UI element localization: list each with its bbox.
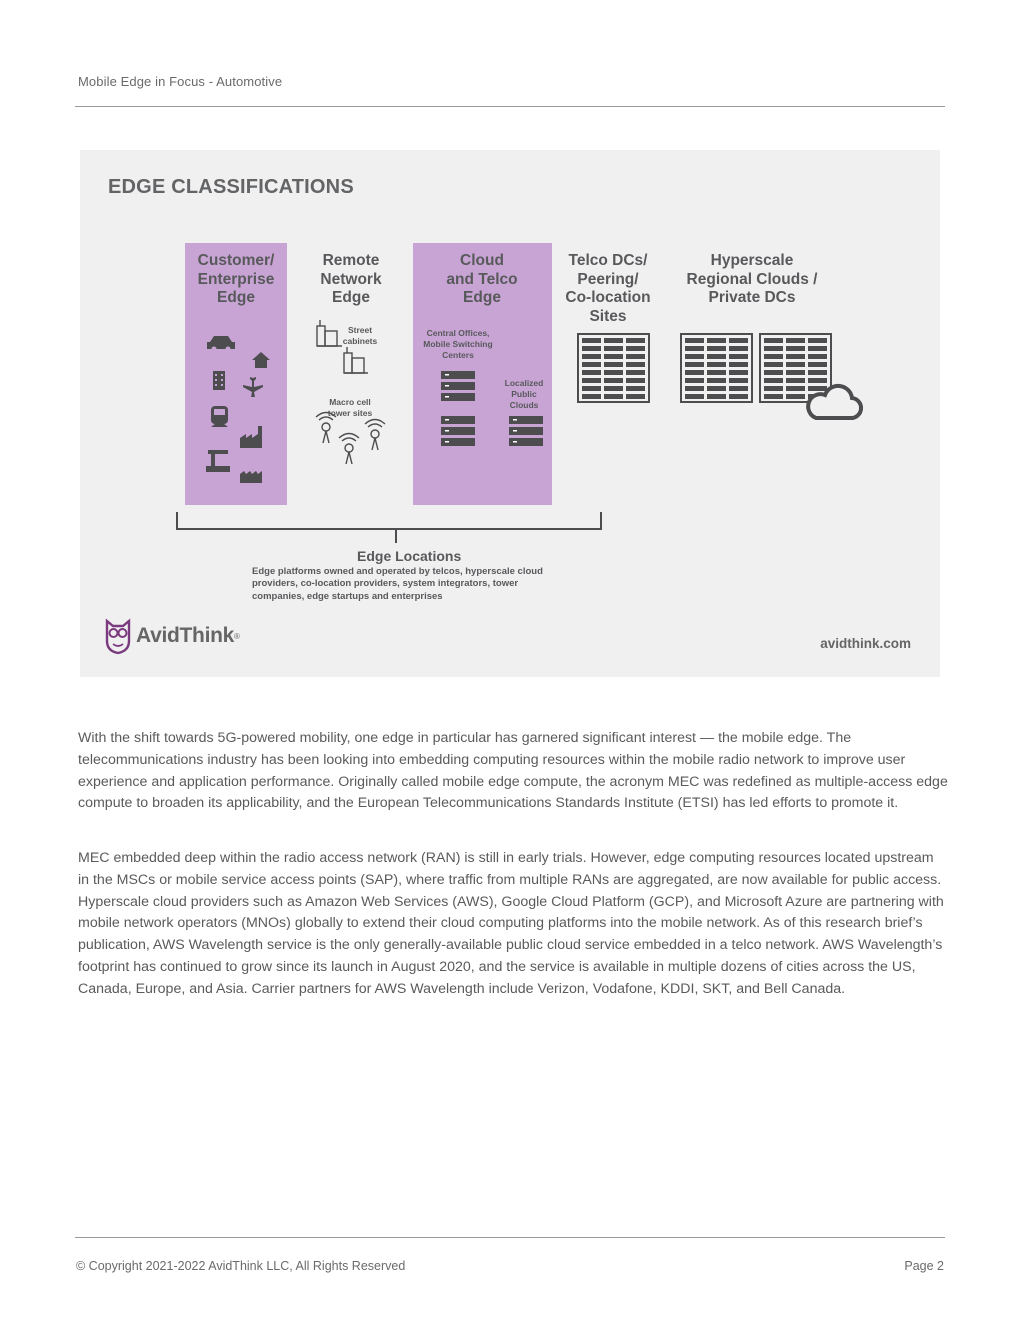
telco-title-line: Sites xyxy=(589,307,627,325)
registered-mark: ® xyxy=(234,631,240,641)
figure-title: EDGE CLASSIFICATIONS xyxy=(108,176,354,198)
document-header: Mobile Edge in Focus - Automotive xyxy=(78,74,283,89)
telco-title-line: Co-location xyxy=(565,289,651,306)
remote-title-line: Remote xyxy=(322,252,380,269)
remote-title-line: Network xyxy=(320,270,382,288)
telco-title-line: Peering/ xyxy=(577,270,639,288)
remote-title-line: Edge xyxy=(332,289,370,306)
street-cabinets-label: Street cabinets xyxy=(342,325,378,346)
customer-edge-title: Customer/ Enterprise Edge xyxy=(197,252,275,306)
hyper-title-line: Regional Clouds / xyxy=(686,270,818,288)
cloud-title-line: and Telco xyxy=(446,270,518,288)
paragraph-text: MEC embedded deep within the radio access network (RAN) is still in early trials. However, edge computing resources located upstream in the MSCs or mobile service access points (SAP), where traffic from multiple RANs are aggregated, are now available for public access. Hyperscale cloud providers such as Amazon Web Services (AWS), Google Cloud Platform (GCP), and Microsoft Azure are partnering with mobile network operators (MNOs) globally to extend their cloud computing platforms into the mobile network. As of this research brief’s publication, AWS Wavelength service is the only generally-available public cloud service embedded in a telco network. AWS Wavelength’s footprint has continued to grow since its launch in August 2020, and the service is available in multiple dozens of cities across the US, Canada, Europe, and Asia. Carrier partners for AWS Wavelength include Verizon, Vodafone, KDDI, SKT, and Bell Canada. xyxy=(78,850,944,997)
footer-divider xyxy=(75,1237,945,1238)
owl-icon xyxy=(104,619,132,653)
cloud-title-line: Cloud xyxy=(460,252,504,269)
logo-wordmark: AvidThink xyxy=(136,624,235,647)
paragraph-text: With the shift towards 5G-powered mobility, one edge in particular has garnered significant interest — the mobile edge. The telecommunications industry has been looking into embedding computing resources within the mobile radio network to improve user experience and application performance. Originally called mobile edge compute, the acronym MEC was redefined as multiple-access edge compute to broaden its applicability, and the European Telecommunications Standards Institute (ETSI) has led efforts to promote it. xyxy=(78,730,948,812)
localized-clouds-label: Localized Public Clouds xyxy=(504,378,544,410)
header-divider xyxy=(75,106,945,107)
edge-locations-description: Edge platforms owned and operated by telcos, hyperscale cloud providers, co-location providers, system integrators, tower companies, edge startups and enterprises xyxy=(252,566,543,602)
macro-cell-label: Macro cell tower sites xyxy=(327,397,373,418)
body-paragraph-1 xyxy=(78,728,948,815)
central-offices-label: Central Offices, Mobile Switching Centers xyxy=(423,328,493,360)
telco-title-line: Telco DCs/ xyxy=(568,252,648,269)
cloud-title-line: Edge xyxy=(463,289,501,306)
body-paragraph-2 xyxy=(78,848,948,1001)
edge-classifications-figure xyxy=(80,150,940,677)
avidthink-logo xyxy=(104,619,240,653)
copyright-notice: © Copyright 2021-2022 AvidThink LLC, All Rights Reserved xyxy=(76,1259,406,1273)
hyper-title-line: Private DCs xyxy=(708,289,796,306)
edge-locations-title: Edge Locations xyxy=(357,548,462,564)
hyper-title-line: Hyperscale xyxy=(710,252,794,269)
website-label: avidthink.com xyxy=(820,636,911,651)
page-number: Page 2 xyxy=(904,1259,944,1273)
